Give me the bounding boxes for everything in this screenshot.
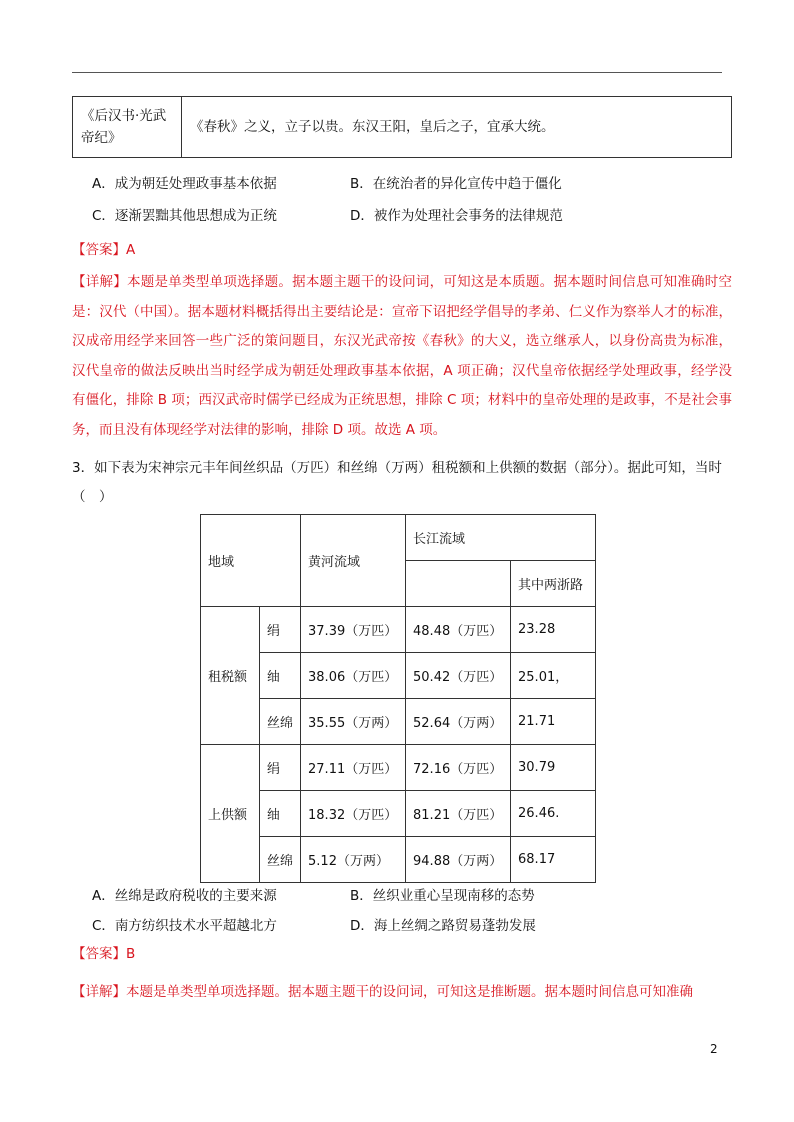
q3-answer-value: B	[126, 946, 136, 962]
liangzhe-cell: 21.71	[511, 699, 596, 745]
yellow-cell: 37.39（万匹）	[301, 607, 406, 653]
table-row	[201, 699, 596, 745]
q3-answer-label: 【答案】	[72, 946, 126, 962]
q2-option-b[interactable]: B．在统治者的异化宣传中趋于僵化	[350, 176, 562, 192]
q2-answer-value: A	[126, 242, 136, 258]
header-liangzhe: 其中两浙路	[511, 561, 596, 607]
q2-answer-label: 【答案】	[72, 242, 126, 258]
q3-options-row-1	[92, 884, 732, 908]
header-yangtze-blank	[406, 561, 511, 607]
liangzhe-cell: 23.28	[511, 607, 596, 653]
q3-stem: 3．如下表为宋神宗元丰年间丝织品（万匹）和丝绵（万两）租税额和上供额的数据（部分）。据此可知，当时（ ）	[72, 460, 722, 505]
group-name-tribute: 上供额	[201, 745, 260, 883]
q3-option-b[interactable]: B．丝织业重心呈现南移的态势	[350, 888, 535, 904]
q2-detail-text: 本题是单类型单项选择题。据本题主题干的设问词，可知这是本质题。据本题时间信息可知准确时空是：汉代（中国）。据本题材料概括得出主要结论是：宣帝下诏把经学倡导的孝弟、仁义作为察举人才的标准，汉成帝用经学来回答一些广泛的策问题目，东汉光武帝按《春秋》的大义，选立继承人，以身份高贵为标准，汉代皇帝的做法反映出当时经学成为朝廷处理政事基本依据，A 项正确；汉代皇帝依据经学处理政事，经学没有僵化，排除 B 项；西汉武帝时儒学已经成为正统思想，排除 C 项；材料中的皇帝处理的是政事，不是社会事务，而且没有体现经学对法律的影响，排除 D 项。故选 A 项。	[72, 274, 733, 438]
yangtze-cell: 72.16（万匹）	[406, 745, 511, 791]
q3-detail-label: 【详解】	[72, 984, 126, 1000]
yellow-cell: 5.12（万两）	[301, 837, 406, 883]
liangzhe-cell: 68.17	[511, 837, 596, 883]
source-table	[72, 96, 732, 158]
yangtze-cell: 52.64（万两）	[406, 699, 511, 745]
source-title: 《后汉书·光武帝纪》	[73, 97, 182, 158]
q2-options-row-2	[92, 204, 732, 228]
table-row	[201, 653, 596, 699]
q2-answer	[72, 238, 135, 262]
source-quote: 《春秋》之义，立子以贵。东汉王阳，皇后之子，宜承大统。	[182, 97, 732, 158]
q2-detail	[72, 268, 732, 446]
q3-detail	[72, 980, 732, 1004]
item-cell: 丝绵	[260, 699, 301, 745]
q3-option-a[interactable]: A．丝绵是政府税收的主要来源	[92, 888, 277, 904]
q3-option-c[interactable]: C．南方纺织技术水平超越北方	[92, 918, 277, 934]
liangzhe-cell: 26.46.	[511, 791, 596, 837]
liangzhe-cell: 30.79	[511, 745, 596, 791]
page-number: 2	[710, 1042, 718, 1056]
table-row	[201, 745, 596, 791]
yellow-cell: 27.11（万匹）	[301, 745, 406, 791]
yangtze-cell: 48.48（万匹）	[406, 607, 511, 653]
header-yellow-river: 黄河流域	[301, 515, 406, 607]
group-name-tax: 租税额	[201, 607, 260, 745]
q2-option-a[interactable]: A．成为朝廷处理政事基本依据	[92, 176, 277, 192]
q3-answer	[72, 942, 135, 966]
q2-option-c[interactable]: C．逐渐罢黜其他思想成为正统	[92, 208, 277, 224]
item-cell: 绢	[260, 745, 301, 791]
table-row	[201, 607, 596, 653]
header-rule	[72, 72, 722, 73]
q3-options-row-2	[92, 914, 732, 938]
yellow-cell: 35.55（万两）	[301, 699, 406, 745]
item-cell: 丝绵	[260, 837, 301, 883]
liangzhe-cell: 25.01，	[511, 653, 596, 699]
header-yangtze: 长江流域	[406, 515, 596, 561]
q3-detail-text: 本题是单类型单项选择题。据本题主题干的设问词，可知这是推断题。据本题时间信息可知准确	[126, 984, 693, 1000]
q2-options-row-1	[92, 172, 732, 196]
item-cell: 䌷	[260, 791, 301, 837]
yangtze-cell: 81.21（万匹）	[406, 791, 511, 837]
yellow-cell: 38.06（万匹）	[301, 653, 406, 699]
yangtze-cell: 94.88（万两）	[406, 837, 511, 883]
silk-table	[200, 514, 596, 883]
item-cell: 䌷	[260, 653, 301, 699]
table-row	[201, 837, 596, 883]
header-region: 地域	[201, 515, 301, 607]
q2-detail-label: 【详解】	[72, 274, 128, 290]
q3-option-d[interactable]: D．海上丝绸之路贸易蓬勃发展	[350, 918, 536, 934]
yangtze-cell: 50.42（万匹）	[406, 653, 511, 699]
item-cell: 绢	[260, 607, 301, 653]
yellow-cell: 18.32（万匹）	[301, 791, 406, 837]
table-row	[201, 791, 596, 837]
q2-option-d[interactable]: D．被作为处理社会事务的法律规范	[350, 208, 563, 224]
